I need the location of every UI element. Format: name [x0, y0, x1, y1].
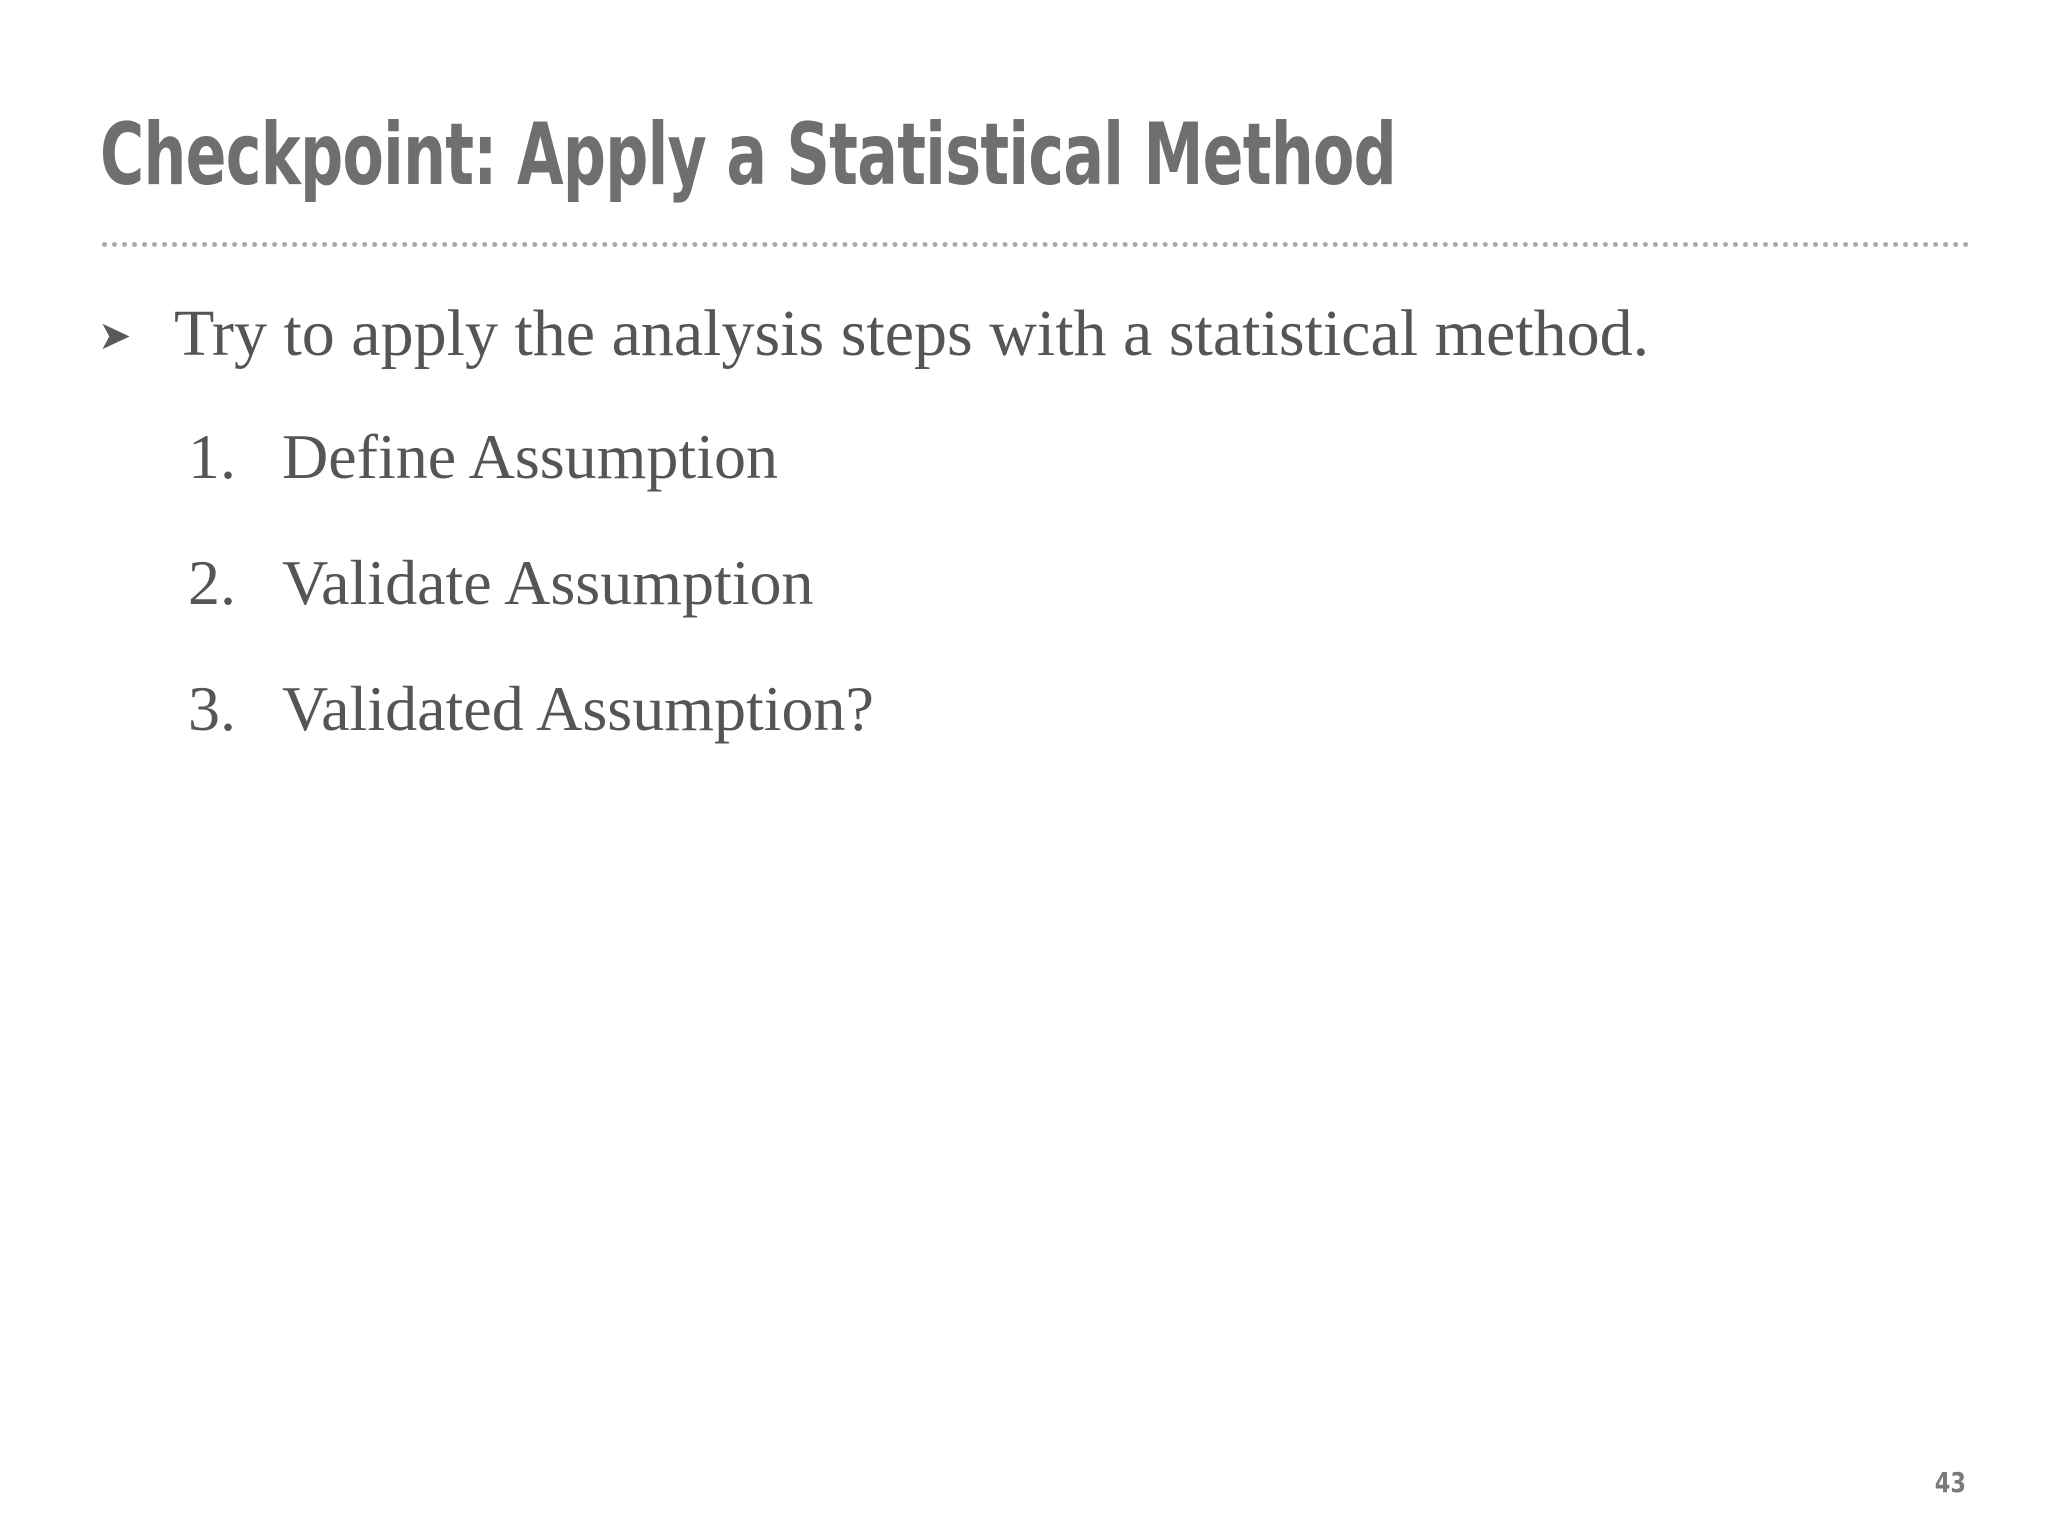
arrowhead-bullet-icon: ➤	[98, 313, 132, 359]
bullet-text: Try to apply the analysis steps with a statistical method.	[174, 297, 1650, 370]
step-number: 1.	[188, 421, 236, 492]
step-number: 2.	[188, 547, 236, 618]
bullet-item	[98, 296, 1649, 372]
step-text: Define Assumption	[282, 421, 778, 492]
step-number: 3.	[188, 673, 236, 744]
list-item	[188, 546, 874, 672]
page-number: 43	[1934, 1466, 1966, 1499]
list-item	[188, 420, 874, 546]
slide-title: Checkpoint: Apply a Statistical Method	[100, 105, 1397, 205]
step-text: Validate Assumption	[282, 547, 814, 618]
title-divider	[102, 242, 1970, 247]
list-item	[188, 672, 874, 798]
step-text: Validated Assumption?	[282, 673, 874, 744]
steps-list	[188, 420, 874, 798]
